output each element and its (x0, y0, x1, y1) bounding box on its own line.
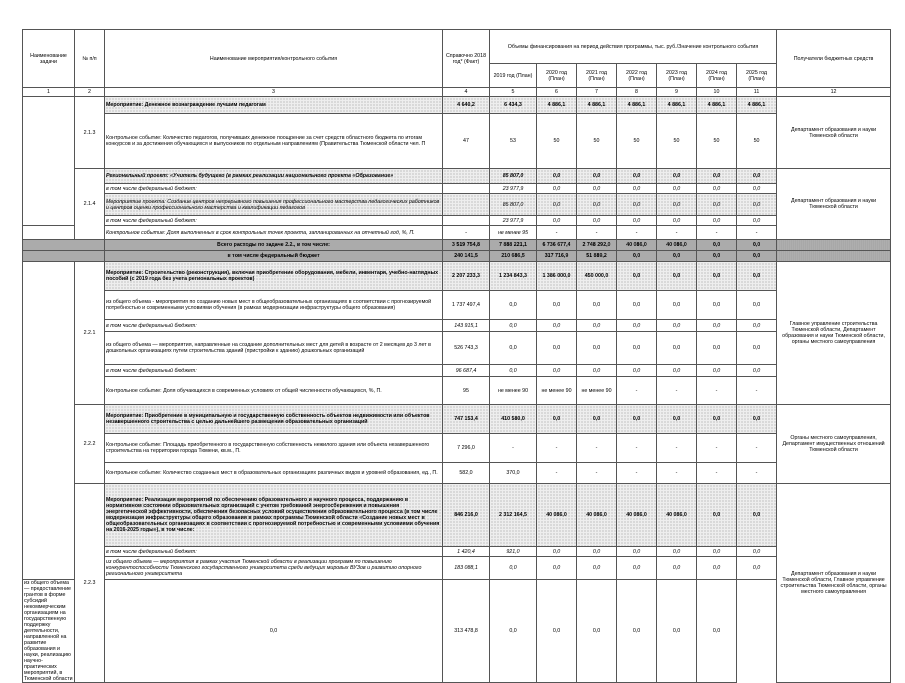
plan-value: 0,0 (697, 184, 737, 194)
recipient-cell: Главное управление строительства Тюменской области, Департамент образования и науки Тюменской области, органы местного самоуправления (777, 262, 891, 405)
plan-value: - (617, 377, 657, 405)
plan-value: 0,0 (490, 291, 537, 320)
plan-value: 0,0 (697, 365, 737, 377)
reference-value (443, 194, 490, 216)
reference-value: 47 (443, 114, 490, 169)
plan-value: - (657, 463, 697, 484)
plan-value: 0,0 (737, 547, 777, 557)
plan-value: 0,0 (697, 216, 737, 226)
table-row (23, 320, 891, 332)
table-row (23, 580, 891, 683)
table-row (23, 484, 891, 547)
header-recipients: Получатели бюджетных средств (777, 30, 891, 88)
plan-value: 0,0 (617, 194, 657, 216)
event-description: из общего объема — предоставление грантов в форме субсидий некоммерческим организациям на государственную поддержку деятельности, направленной на развитие образования и науки, реализацию научно-практических мероприятий, в Тюменской области (24, 580, 73, 682)
plan-value: 921,0 (490, 547, 537, 557)
col-number: 11 (737, 88, 777, 97)
plan-value: 0,0 (490, 580, 537, 683)
reference-value: 2 207 233,3 (443, 262, 490, 291)
plan-value: 370,0 (490, 463, 537, 484)
plan-value: 0,0 (657, 194, 697, 216)
plan-value: 0,0 (537, 332, 577, 365)
reference-value: 747 153,4 (443, 405, 490, 434)
col-number: 4 (443, 88, 490, 97)
plan-value: 7 888 221,1 (490, 240, 537, 251)
plan-value: 50 (617, 114, 657, 169)
plan-value: - (617, 463, 657, 484)
plan-value: 0,0 (657, 557, 697, 580)
plan-value: не менее 90 (577, 377, 617, 405)
plan-value: 0,0 (697, 547, 737, 557)
plan-value: - (490, 434, 537, 463)
reference-value: - (443, 226, 490, 240)
plan-value: - (537, 434, 577, 463)
reference-value: 4 640,2 (443, 97, 490, 114)
plan-value: 0,0 (737, 251, 777, 262)
plan-value: 0,0 (537, 291, 577, 320)
plan-value: 40 086,0 (537, 484, 577, 547)
table-row (23, 184, 891, 194)
event-description: в том числе федеральный бюджет: (105, 365, 443, 377)
plan-value: 0,0 (617, 262, 657, 291)
plan-value: 0,0 (697, 291, 737, 320)
plan-value: 2 748 292,0 (577, 240, 617, 251)
plan-value: 51 889,2 (577, 251, 617, 262)
event-description: Контрольное событие: Количество педагогов, получивших денежное поощрение за счет средств областного бюджета по итогам конкурсов и за достижения обучающихся и выпускников по отдельным направлениям (Правительства Тюменской области чел. П (105, 114, 443, 169)
plan-value: - (577, 463, 617, 484)
table-row (23, 434, 891, 463)
reference-value: 7 296,0 (443, 434, 490, 463)
event-description: Мероприятие: Реализация мероприятий по обеспечению образовательного и научного процесса, поддержанию в нормативном состоянии образовательных организаций с учетом требований энергосбережения и повышения энергетической эффективности, обеспечения безопасных условий осуществления образовательного процесса (в том числе модернизация инфраструктуры общего образования в рамках программы Тюменской области «Создание новых мест в общеобразовательных организациях в соответствии с прогнозируемой потребностью и современными условиями обучения на 2016-2025 годы»), в том числе: (105, 484, 443, 547)
row-number: 2.1.3 (75, 97, 105, 169)
plan-value: 0,0 (617, 291, 657, 320)
recipient-cell: Органы местного самоуправления, Департамент имущественных отношений Тюменской области (777, 405, 891, 484)
plan-value: 0,0 (537, 216, 577, 226)
plan-value: 0,0 (737, 291, 777, 320)
plan-value: 0,0 (737, 320, 777, 332)
plan-value: 0,0 (697, 332, 737, 365)
recipient-cell (777, 251, 891, 262)
plan-value: не менее 90 (490, 377, 537, 405)
event-description: Мероприятие проекта: Создание центров непрерывного повышения профессионального мастерства педагогических работников и центров оценки профессионального мастерства и квалификации педагогов (105, 194, 443, 216)
event-description: Контрольное событие: Количество созданных мест в образовательных организациях различных видов и уровней образования, ед., П. (105, 463, 443, 484)
plan-value: 0,0 (617, 320, 657, 332)
plan-value: 0,0 (577, 194, 617, 216)
header-num: № п/п (75, 30, 105, 88)
plan-value: 0,0 (737, 216, 777, 226)
plan-value: 50 (657, 114, 697, 169)
budget-table (22, 29, 891, 683)
total-label: в том числе федеральный бюджет (105, 251, 443, 262)
plan-value: 0,0 (697, 262, 737, 291)
plan-value: 0,0 (737, 365, 777, 377)
plan-value: 0,0 (577, 557, 617, 580)
plan-value: 0,0 (537, 547, 577, 557)
plan-value: - (577, 226, 617, 240)
col-number: 6 (537, 88, 577, 97)
plan-value: 40 086,0 (657, 484, 697, 547)
plan-value: 0,0 (657, 332, 697, 365)
reference-value: 0,0 (105, 580, 443, 683)
reference-value (443, 169, 490, 184)
event-description: в том числе федеральный бюджет: (105, 184, 443, 194)
plan-value: 50 (577, 114, 617, 169)
plan-value: 0,0 (490, 320, 537, 332)
event-description: Мероприятие: Строительство (реконструкция), включая приобретение оборудования, мебели, инвентаря, учебно-наглядных пособий (с 2019 года без учета региональных проектов) (105, 262, 443, 291)
plan-value: 0,0 (577, 405, 617, 434)
plan-value: 4 886,1 (577, 97, 617, 114)
plan-value: 0,0 (490, 365, 537, 377)
plan-value: 0,0 (537, 169, 577, 184)
header-year: 2019 год (План) (490, 64, 537, 88)
event-description: Контрольное событие: Площадь приобретенного в государственную собственность нежилого здания или объекта незавершенного строительства на территории города Тюмени, кв.м., П. (105, 434, 443, 463)
plan-value: 0,0 (577, 169, 617, 184)
table-row (23, 169, 891, 184)
col-number: 12 (777, 88, 891, 97)
col-number: 9 (657, 88, 697, 97)
plan-value: 2 312 164,5 (490, 484, 537, 547)
plan-value: 450 000,0 (577, 262, 617, 291)
reference-value: 95 (443, 377, 490, 405)
plan-value: - (737, 463, 777, 484)
plan-value: 0,0 (537, 194, 577, 216)
plan-value: 0,0 (697, 240, 737, 251)
task-cell (23, 240, 105, 251)
plan-value: 0,0 (577, 291, 617, 320)
plan-value: - (537, 226, 577, 240)
plan-value: 0,0 (537, 365, 577, 377)
task-cell (23, 262, 75, 580)
plan-value: 0,0 (537, 184, 577, 194)
plan-value: 0,0 (577, 320, 617, 332)
table-row (23, 463, 891, 484)
plan-value: 0,0 (697, 194, 737, 216)
plan-value: - (697, 377, 737, 405)
plan-value: 0,0 (577, 365, 617, 377)
plan-value: 0,0 (537, 320, 577, 332)
row-number: 2.2.3 (75, 484, 105, 683)
plan-value: - (697, 226, 737, 240)
plan-value: 0,0 (537, 580, 577, 683)
event-description: в том числе федеральный бюджет: (105, 216, 443, 226)
plan-value: - (617, 434, 657, 463)
reference-value: 582,0 (443, 463, 490, 484)
plan-value: 0,0 (617, 365, 657, 377)
plan-value: 313 478,8 (443, 580, 490, 683)
table-row (23, 97, 891, 114)
col-number: 2 (75, 88, 105, 97)
plan-value: 0,0 (577, 184, 617, 194)
reference-value: 526 743,3 (443, 332, 490, 365)
plan-value: 0,0 (490, 557, 537, 580)
table-row (23, 377, 891, 405)
plan-value: - (657, 226, 697, 240)
plan-value: не менее 95 (490, 226, 537, 240)
plan-value: - (617, 226, 657, 240)
plan-value: 0,0 (737, 484, 777, 547)
plan-value: 23 977,9 (490, 184, 537, 194)
plan-value: 0,0 (737, 332, 777, 365)
plan-value: 0,0 (737, 262, 777, 291)
reference-value: 1 420,4 (443, 547, 490, 557)
plan-value: не менее 90 (537, 377, 577, 405)
recipient-cell: Департамент образования и науки Тюменской области (777, 97, 891, 169)
plan-value: 0,0 (737, 240, 777, 251)
plan-value: 0,0 (697, 557, 737, 580)
plan-value: 50 (697, 114, 737, 169)
task-cell (23, 97, 75, 226)
plan-value: 0,0 (537, 405, 577, 434)
plan-value: 0,0 (657, 405, 697, 434)
header-reference: Справочно 2018 год* (Факт) (443, 30, 490, 88)
plan-value: 85 807,0 (490, 194, 537, 216)
header-year: 2020 год (План) (537, 64, 577, 88)
total-label: Всего расходы по задаче 2.2., в том числе: (105, 240, 443, 251)
plan-value: 0,0 (697, 251, 737, 262)
plan-value: 0,0 (657, 291, 697, 320)
plan-value: - (657, 377, 697, 405)
col-number: 3 (105, 88, 443, 97)
plan-value: 0,0 (737, 557, 777, 580)
budget-table-sheet (22, 29, 890, 683)
plan-value: 0,0 (537, 557, 577, 580)
table-row (23, 332, 891, 365)
col-number: 7 (577, 88, 617, 97)
plan-value: 0,0 (697, 320, 737, 332)
plan-value: 0,0 (697, 580, 737, 683)
plan-value: 40 086,0 (577, 484, 617, 547)
reference-value: 1 737 497,4 (443, 291, 490, 320)
total-row (23, 240, 891, 251)
event-description: Региональный проект: «Учитель будущего (в рамках реализации национального проекта «Образование» (105, 169, 443, 184)
reference-value: 240 141,5 (443, 251, 490, 262)
plan-value: 85 807,0 (490, 169, 537, 184)
event-description: из общего объема - мероприятия по созданию новых мест в общеобразовательных организациях в соответствии с прогнозируемой потребностью и современными условиями обучения (в рамках модернизации инфраструктуры общего образования) (105, 291, 443, 320)
plan-value: 0,0 (617, 251, 657, 262)
plan-value: 23 977,9 (490, 216, 537, 226)
header-year: 2025 год (План) (737, 64, 777, 88)
plan-value: 6 736 677,4 (537, 240, 577, 251)
table-row (23, 291, 891, 320)
plan-value: - (737, 434, 777, 463)
plan-value: 0,0 (617, 547, 657, 557)
table-row (23, 226, 891, 240)
reference-value: 96 687,4 (443, 365, 490, 377)
plan-value: 0,0 (490, 332, 537, 365)
col-number: 5 (490, 88, 537, 97)
plan-value: 50 (737, 114, 777, 169)
total-row (23, 251, 891, 262)
table-row (23, 405, 891, 434)
plan-value: 410 580,0 (490, 405, 537, 434)
reference-value (443, 216, 490, 226)
plan-value: 0,0 (617, 557, 657, 580)
plan-value: 0,0 (617, 332, 657, 365)
plan-value: 0,0 (617, 580, 657, 683)
plan-value: 0,0 (657, 262, 697, 291)
plan-value: 0,0 (697, 484, 737, 547)
col-number: 1 (23, 88, 75, 97)
plan-value: 40 086,0 (617, 240, 657, 251)
plan-value: 0,0 (657, 580, 697, 683)
plan-value: 0,0 (657, 216, 697, 226)
event-description: Контрольное событие: Доля обучающихся в современных условиях от общей численности обучающихся, %, П. (105, 377, 443, 405)
plan-value: 0,0 (737, 194, 777, 216)
plan-value: 0,0 (657, 251, 697, 262)
plan-value: 0,0 (657, 547, 697, 557)
col-number: 8 (617, 88, 657, 97)
plan-value: 40 086,0 (657, 240, 697, 251)
task-cell (23, 226, 75, 240)
plan-value: 4 886,1 (617, 97, 657, 114)
plan-value: 0,0 (737, 405, 777, 434)
table-row (23, 547, 891, 557)
event-description: в том числе федеральный бюджет: (105, 547, 443, 557)
event-description: Контрольное событие: Доля выполненных в срок контрольных точек проекта, запланированных на отчетный год, %, П. (105, 226, 443, 240)
header-year: 2023 год (План) (657, 64, 697, 88)
table-row (23, 216, 891, 226)
plan-value: 0,0 (657, 169, 697, 184)
recipient-cell: Департамент образования и науки Тюменской области (777, 169, 891, 240)
plan-value: 0,0 (577, 580, 617, 683)
plan-value: 0,0 (657, 320, 697, 332)
event-description: в том числе федеральный бюджет: (105, 320, 443, 332)
plan-value: - (697, 463, 737, 484)
table-row (23, 114, 891, 169)
plan-value: 0,0 (617, 405, 657, 434)
header-year: 2021 год (План) (577, 64, 617, 88)
table-row (23, 194, 891, 216)
plan-value: 0,0 (617, 216, 657, 226)
plan-value: - (737, 226, 777, 240)
plan-value: 1 234 843,3 (490, 262, 537, 291)
plan-value: 0,0 (737, 169, 777, 184)
plan-value: - (657, 434, 697, 463)
event-description: из общего объема — мероприятия в рамках участия Тюменской области в реализации программ по повышению конкурентоспособности Тюменского государственного университета среди ведущих мировых ВУЗов и развитию опорного регионального университета (105, 557, 443, 580)
header-year: 2022 год (План) (617, 64, 657, 88)
row-number: 2.1.4 (75, 169, 105, 240)
plan-value: 40 086,0 (617, 484, 657, 547)
task-cell (23, 251, 105, 262)
plan-value: 0,0 (577, 216, 617, 226)
plan-value: 317 716,9 (537, 251, 577, 262)
plan-value: 0,0 (697, 169, 737, 184)
plan-value: 6 434,3 (490, 97, 537, 114)
plan-value: - (737, 377, 777, 405)
plan-value: - (537, 463, 577, 484)
reference-value: 3 519 754,8 (443, 240, 490, 251)
event-description: Мероприятие: Приобретение в муниципальную и государственную собственность объектов недвижимости или объектов незавершенного строительства с целью дальнейшего размещения образовательных организаций (105, 405, 443, 434)
plan-value: 0,0 (697, 405, 737, 434)
row-number: 2.2.2 (75, 405, 105, 484)
plan-value: 4 886,1 (697, 97, 737, 114)
header-funding: Объемы финансирования на период действия программы, тыс. руб./Значение контрольного события (490, 30, 777, 64)
plan-value: 210 686,5 (490, 251, 537, 262)
reference-value: 846 216,0 (443, 484, 490, 547)
table-row (23, 262, 891, 291)
reference-value: 183 088,1 (443, 557, 490, 580)
event-description: из общего объема — мероприятия, направленные на создание дополнительных мест для детей в возрасте от 2 месяцев до 3 лет в дошкольных организациях путем строительства зданий (пристройки к зданию) дошкольных организаций (105, 332, 443, 365)
plan-value: 4 886,1 (537, 97, 577, 114)
row-number: 2.2.1 (75, 262, 105, 405)
plan-value: 4 886,1 (657, 97, 697, 114)
table-row (23, 557, 891, 580)
plan-value: 0,0 (657, 365, 697, 377)
event-description: Мероприятие: Денежное вознаграждение лучшим педагогам (105, 97, 443, 114)
reference-value: 143 915,1 (443, 320, 490, 332)
plan-value: 0,0 (617, 169, 657, 184)
plan-value: 1 386 000,0 (537, 262, 577, 291)
table-row (23, 365, 891, 377)
col-number: 10 (697, 88, 737, 97)
plan-value: - (697, 434, 737, 463)
plan-value: 0,0 (737, 184, 777, 194)
plan-value: 0,0 (617, 184, 657, 194)
header-task-name: Наименование задачи (23, 30, 75, 88)
plan-value: 50 (537, 114, 577, 169)
plan-value: 0,0 (657, 184, 697, 194)
header-year: 2024 год (План) (697, 64, 737, 88)
plan-value: 0,0 (577, 547, 617, 557)
header-event-name: Наименование мероприятия/контрольного события (105, 30, 443, 88)
recipient-cell: Департамент образования и науки Тюменской области, Главное управление строительства Тюменской области, органы местного самоуправления (777, 484, 891, 683)
plan-value: - (577, 434, 617, 463)
plan-value: 4 886,1 (737, 97, 777, 114)
reference-value (443, 184, 490, 194)
plan-value: 53 (490, 114, 537, 169)
recipient-cell (777, 240, 891, 251)
plan-value: 0,0 (577, 332, 617, 365)
